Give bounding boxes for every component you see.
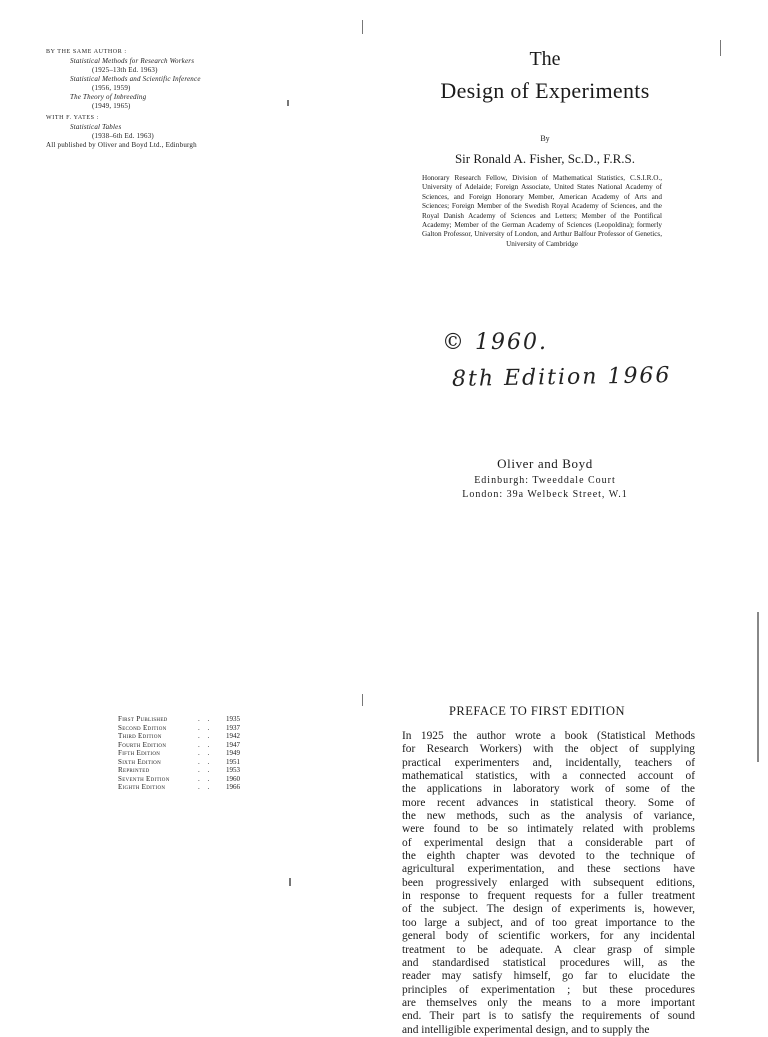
edition-year: 1949 (226, 749, 240, 757)
edition-label: Seventh Edition (118, 775, 170, 783)
preface-line: for Research Workers) with the object of supplying (402, 743, 695, 756)
edition-year: 1953 (226, 766, 240, 774)
preface-line: too large a subject, and of too great importance to the (402, 916, 695, 929)
work-title: Statistical Tables (70, 123, 122, 131)
work-edition: (1925–13th Ed. 1963) (92, 66, 158, 74)
edition-year: 1935 (226, 715, 240, 723)
page-edge-shadow (757, 612, 759, 762)
edition-row (118, 766, 248, 774)
edition-year: 1947 (226, 741, 240, 749)
edition-label: Fourth Edition (118, 741, 167, 749)
edition-year: 1937 (226, 724, 240, 732)
edition-dots: . . (198, 741, 213, 749)
edition-label: Second Edition (118, 724, 167, 732)
edition-label: Reprinted (118, 766, 150, 774)
edition-label: Third Edition (118, 732, 162, 740)
work-title: Statistical Methods and Scientific Inference (70, 75, 201, 83)
preface-line: the new methods, such as the analysis of variance, (402, 810, 695, 823)
with-yates-heading: WITH F. YATES : (46, 115, 99, 121)
preface-line: principles of experimentation ; but these procedures (402, 983, 695, 996)
publisher-note: All published by Oliver and Boyd Ltd., Edinburgh (46, 141, 197, 149)
preface-line: are themselves only the means to a more important (402, 996, 695, 1009)
edition-year: 1951 (226, 758, 240, 766)
edition-dots: . . (198, 775, 213, 783)
author-affiliations: Honorary Research Fellow, Division of Mathematical Statistics, C.S.I.R.O., University of Adelaide; Foreign Associate, United States National Academy of Sciences, and Foreign Honorary Member, American Academy of Arts and Sciences; Foreign Member of the Swedish Royal Academy of Sciences, and the Royal Danish Academy of Sciences and Letters; Member of the Pontifical Academy; Member of the German Academy of Sciences (Leopoldina); formerly Galton Professor, University of London, and Arthur Balfour Professor of Genetics, University of Cambridge (422, 174, 662, 248)
edition-label: Sixth Edition (118, 758, 161, 766)
preface-page (362, 690, 768, 1036)
edition-dots: . . (198, 732, 213, 740)
publisher-address-edinburgh: Edinburgh: Tweeddale Court (474, 475, 616, 486)
preface-line: the eighth chapter was devoted to the technique of (402, 850, 695, 863)
work-edition: (1938–6th Ed. 1963) (92, 132, 154, 140)
publisher-address-london: London: 39a Welbeck Street, W.1 (462, 489, 628, 500)
work-edition: (1949, 1965) (92, 102, 131, 110)
edition-label: Fifth Edition (118, 749, 161, 757)
preface-line: agricultural experimentation, and these sections have (402, 863, 695, 876)
edition-label: Eighth Edition (118, 783, 166, 791)
verso-page-bottom (0, 690, 360, 1024)
publisher-name: Oliver and Boyd (497, 456, 593, 471)
work-item (46, 123, 306, 141)
verso-page-top (0, 0, 360, 690)
work-item (46, 93, 306, 111)
edition-row (118, 732, 248, 740)
preface-body (402, 730, 695, 1037)
preface-heading: PREFACE TO FIRST EDITION (448, 704, 626, 718)
preface-line: of experimental design that a considerable part of (402, 836, 695, 849)
preface-line: and intelligible experimental design, and to supply the (402, 1023, 650, 1036)
preface-line: reader may satisfy himself, go far to elucidate the (402, 970, 695, 983)
scan-mark (720, 40, 721, 56)
edition-dots: . . (198, 766, 213, 774)
edition-year: 1960 (226, 775, 240, 783)
by-same-author-heading: BY THE SAME AUTHOR : (46, 49, 127, 55)
preface-line: and standardised statistical procedures will, as the (402, 956, 695, 969)
scan-speck (289, 878, 291, 886)
work-item (46, 57, 306, 75)
edition-dots: . . (198, 783, 213, 791)
scan-speck (287, 100, 289, 106)
preface-line: mathematical statistics, with a connected account of (402, 770, 695, 783)
edition-year: 1942 (226, 732, 240, 740)
title-line-2: Design of Experiments (440, 78, 650, 103)
handwritten-copyright: © 1960. (442, 330, 548, 355)
handwritten-edition: 8th Edition 1966 (451, 363, 672, 392)
preface-line: practical experimenters and, incidentally, teachers of (402, 756, 695, 769)
work-item (46, 75, 306, 93)
edition-dots: . . (198, 749, 213, 757)
edition-row (118, 749, 248, 757)
preface-line: more recent advances in statistical theory. Some of (402, 796, 695, 809)
by-label: By (540, 134, 550, 143)
edition-dots: . . (198, 715, 213, 723)
work-title: The Theory of Inbreeding (70, 93, 147, 101)
preface-line: the applications in laboratory work of some of the (402, 783, 695, 796)
preface-line: In 1925 the author wrote a book (Statistical Methods (402, 730, 695, 742)
preface-line: were found to be so intimately related with problems (402, 823, 695, 836)
preface-line: end. Their part is to satisfy the requirements of sound (402, 1010, 695, 1023)
work-edition: (1956, 1959) (92, 84, 131, 92)
edition-year: 1966 (226, 783, 240, 791)
by-same-author-block (46, 48, 306, 150)
preface-line: been progressively enlarged with subsequent editions, (402, 876, 695, 889)
edition-label: First Published (118, 715, 168, 723)
preface-line: treatment to be adequate. A clear grasp of simple (402, 943, 695, 956)
preface-line: of the subject. The design of experiments is, however, (402, 903, 695, 916)
preface-line: general body of scientific workers, for any incidental (402, 930, 695, 943)
title-page (362, 0, 768, 690)
gutter-mark (362, 694, 363, 706)
author-name: Sir Ronald A. Fisher, Sc.D., F.R.S. (454, 151, 636, 166)
edition-dots: . . (198, 758, 213, 766)
title-line-1: The (529, 48, 561, 70)
edition-dots: . . (198, 724, 213, 732)
preface-line: in response to frequent requests for a fuller treatment (402, 890, 695, 903)
work-title: Statistical Methods for Research Workers (70, 57, 195, 65)
edition-row (118, 783, 248, 791)
gutter-mark (362, 20, 363, 34)
edition-row (118, 715, 248, 723)
